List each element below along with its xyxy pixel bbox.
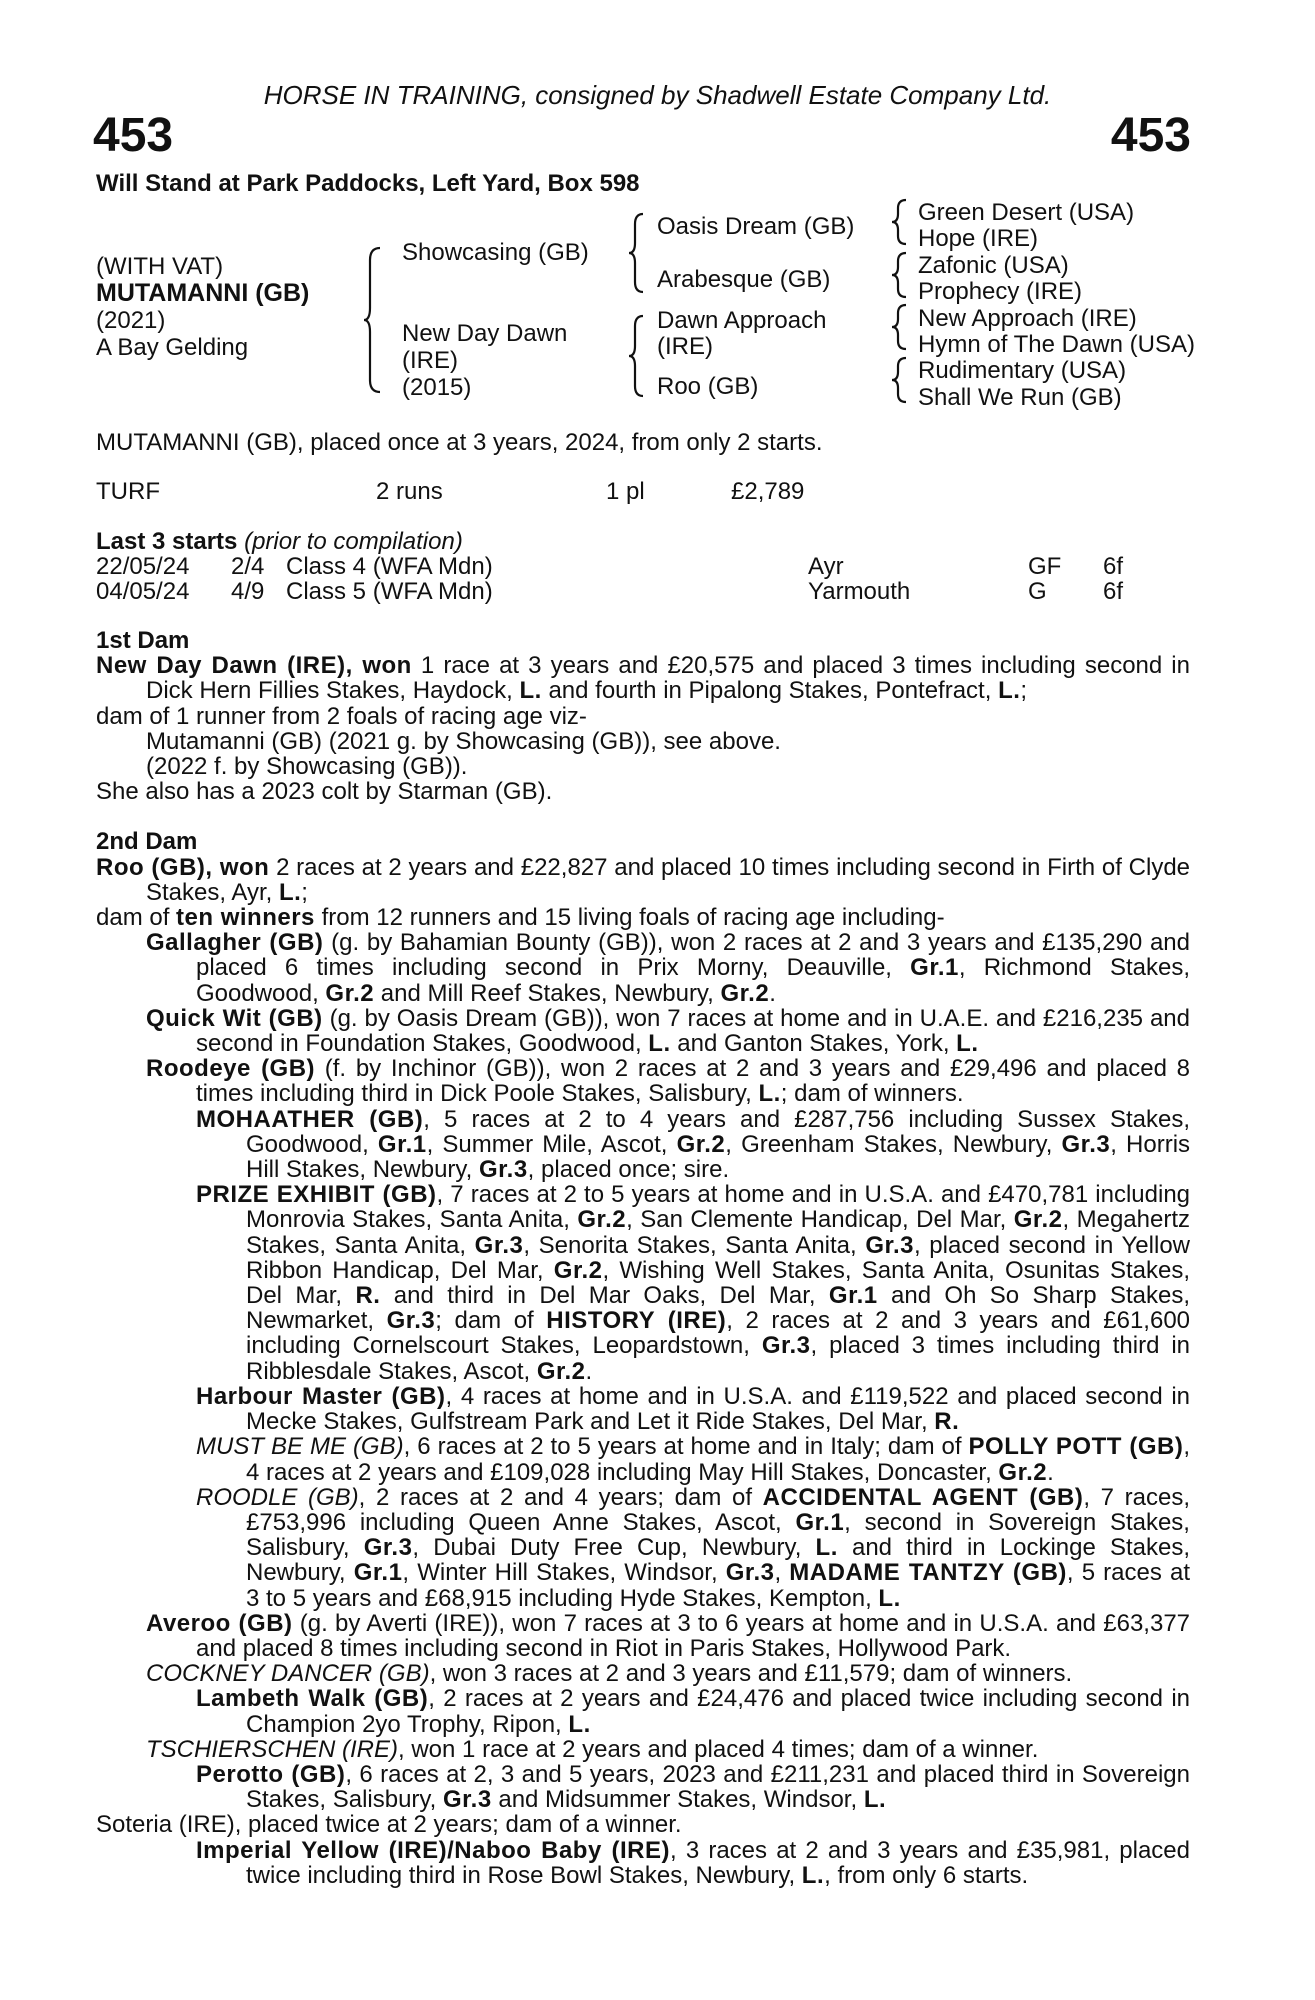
- pedigree-sire-dam: Arabesque (GB): [657, 266, 831, 293]
- produce-entry: Averoo (GB) (g. by Averti (IRE)), won 7 races at 3 to 6 years at home and in U.S.A. and £63,377 and placed 8 times including second in Riot in Paris Stakes, Hollywood Park.: [146, 1609, 1191, 1662]
- pedigree-sdd: Prophecy (IRE): [918, 278, 1083, 305]
- second-dam-heading: 2nd Dam: [96, 828, 198, 856]
- last-starts-note: (prior to compilation): [244, 528, 463, 555]
- produce-entry: Soteria (IRE), placed twice at 2 years; dam of a winner.: [96, 1811, 682, 1839]
- produce-entry: COCKNEY DANCER (GB), won 3 races at 2 and 3 years and £11,579; dam of winners.: [146, 1660, 1073, 1688]
- start-race: Class 4 (WFA Mdn): [286, 553, 493, 580]
- produce-entry: Gallagher (GB) (g. by Bahamian Bounty (GB)), won 2 races at 2 and 3 years and £135,290 and placed 6 times including second in Prix Morny, Deauville, Gr.1, Richmond Stakes, Goodwood, Gr.2 and Mill Reef Stakes, Newbury, Gr.2.: [146, 929, 1190, 1007]
- pedigree-ssd: Hope (IRE): [918, 225, 1039, 252]
- produce-entry: ROODLE (GB), 2 races at 2 and 4 years; dam of ACCIDENTAL AGENT (GB), 7 races, £753,996 including Queen Anne Stakes, Ascot, Gr.1, second in Sovereign Stakes, Salisbury, Gr.3, Dubai Duty Free Cup, Newbury, L. and third in Lockinge Stakes, Newbury, Gr.1, Winter Hill Stakes, Windsor, Gr.3, MADAME TANTZY (GB), 5 races at 3 to 5 years and £68,915 including Hyde Stakes, Kempton, L.: [196, 1483, 1191, 1612]
- start-position: 4/9: [231, 578, 265, 605]
- first-dam-name: New Day Dawn (IRE): [96, 652, 346, 680]
- pedigree-dds: Rudimentary (USA): [918, 357, 1127, 384]
- start-date: 04/05/24: [96, 578, 190, 605]
- first-dam-paragraph: New Day Dawn (IRE), won 1 race at 3 years and £20,575 and placed 3 times including second in Dick Hern Fillies Stakes, Haydock, L. and fourth in Pipalong Stakes, Pontefract, L.;: [96, 652, 1190, 705]
- start-course: Ayr: [808, 553, 844, 580]
- horse-description: A Bay Gelding: [96, 334, 249, 361]
- produce-entry: Lambeth Walk (GB), 2 races at 2 years and £24,476 and placed twice including second in Champion 2yo Trophy, Ripon, L.: [196, 1685, 1191, 1738]
- start-going: G: [1028, 578, 1047, 605]
- produce-entry: Imperial Yellow (IRE)/Naboo Baby (IRE), 3 races at 2 and 3 years and £35,981, placed twice including third in Rose Bowl Stakes, Newbury, L., from only 6 starts.: [196, 1836, 1190, 1889]
- second-dam-name: Roo (GB): [96, 853, 206, 881]
- pedigree-brace-main: [364, 246, 384, 394]
- pedigree-dss: New Approach (IRE): [918, 305, 1137, 332]
- last-starts-title: Last 3 starts: [96, 528, 238, 555]
- produce-entry: Harbour Master (GB), 4 races at home and in U.S.A. and £119,522 and placed second in Mecke Stakes, Gulfstream Park and Let it Ride Stakes, Del Mar, R.: [196, 1382, 1190, 1436]
- start-distance: 6f: [1103, 578, 1124, 605]
- last-starts-heading: [96, 528, 463, 556]
- produce-entry: MOHAATHER (GB), 5 races at 2 to 4 years and £287,756 including Sussex Stakes, Goodwood, Gr.1, Summer Mile, Ascot, Gr.2, Greenham Stakes, Newbury, Gr.3, Horris Hill Stakes, Newbury, Gr.3, placed once; sire.: [196, 1105, 1191, 1184]
- pedigree-brace-gs2: [892, 251, 910, 299]
- pedigree-brace-sire: [629, 212, 647, 294]
- pedigree-ddd: Shall We Run (GB): [918, 384, 1122, 411]
- foal-entry: Mutamanni (GB) (2021 g. by Showcasing (GB)), see above.: [146, 727, 781, 755]
- box-location: Will Stand at Park Paddocks, Left Yard, Box 598: [96, 170, 640, 197]
- vat-label: (WITH VAT): [96, 253, 224, 280]
- produce-entry: PRIZE EXHIBIT (GB), 7 races at 2 to 5 years at home and in U.S.A. and £470,781 including Monrovia Stakes, Santa Anita, Gr.2, San Clemente Handicap, Del Mar, Gr.2, Megahertz Stakes, Santa Anita, Gr.3, Senorita Stakes, Santa Anita, Gr.3, placed second in Yellow Ribbon Handicap, Del Mar, Gr.2, Wishing Well Stakes, Santa Anita, Osunitas Stakes, Del Mar, R. and third in Del Mar Oaks, Del Mar, Gr.1 and Oh So Sharp Stakes, Newmarket, Gr.3; dam of HISTORY (IRE), 2 races at 2 and 3 years and £61,600 including Cornelscourt Stakes, Leopardstown, Gr.3, placed 3 times including third in Ribblesdale Stakes, Ascot, Gr.2.: [196, 1181, 1191, 1385]
- produce-entry: MUST BE ME (GB), 6 races at 2 to 5 years at home and in Italy; dam of POLLY POTT (GB), 4 races at 2 years and £109,028 including May Hill Stakes, Doncaster, Gr.2.: [196, 1433, 1191, 1486]
- racing-summary: MUTAMANNI (GB), placed once at 3 years, 2024, from only 2 starts.: [96, 429, 823, 456]
- produce-entry: TSCHIERSCHEN (IRE), won 1 race at 2 years and placed 4 times; dam of a winner.: [146, 1735, 1039, 1763]
- pedigree-brace-gs4: [892, 356, 910, 404]
- start-row: [0, 578, 1315, 604]
- pedigree-sss: Green Desert (USA): [918, 199, 1135, 226]
- first-dam-produce: dam of 1 runner from 2 foals of racing age viz-: [96, 702, 587, 730]
- pedigree-dam-sire-line2: (IRE): [657, 333, 713, 360]
- horse-info: [96, 253, 309, 361]
- produce-entry: Quick Wit (GB) (g. by Oasis Dream (GB)), won 7 races at home and in U.A.E. and £216,235 and second in Foundation Stakes, Goodwood, L. and Ganton Stakes, York, L.: [146, 1004, 1190, 1058]
- record-placed: 1 pl: [606, 478, 645, 505]
- start-distance: 6f: [1103, 553, 1124, 580]
- start-race: Class 5 (WFA Mdn): [286, 578, 493, 605]
- record-earnings: £2,789: [731, 478, 805, 505]
- lot-number-left: 453: [93, 109, 174, 162]
- record-runs: 2 runs: [376, 478, 443, 505]
- pedigree-brace-dam: [629, 314, 647, 398]
- horse-name: MUTAMANNI (GB): [96, 279, 310, 307]
- foal-entry: (2022 f. by Showcasing (GB)).: [146, 753, 468, 781]
- pedigree-dsd: Hymn of The Dawn (USA): [918, 331, 1195, 358]
- start-course: Yarmouth: [808, 578, 911, 605]
- record-surface: TURF: [96, 478, 160, 505]
- produce-record: [96, 628, 1190, 1888]
- pedigree-dam-line2: (IRE): [402, 347, 458, 374]
- second-dam-paragraph: Roo (GB), won 2 races at 2 years and £22,827 and placed 10 times including second in Firth of Clyde Stakes, Ayr, L.;: [96, 853, 1191, 906]
- pedigree-sire-sire: Oasis Dream (GB): [657, 213, 855, 240]
- pedigree-dam-line3: (2015): [402, 374, 472, 401]
- pedigree-dam-line1: New Day Dawn: [402, 320, 568, 347]
- start-row: [0, 553, 1315, 579]
- pedigree-sds: Zafonic (USA): [918, 252, 1069, 279]
- pedigree-dam-dam: Roo (GB): [657, 373, 759, 400]
- pedigree-sire: Showcasing (GB): [402, 239, 589, 266]
- start-position: 2/4: [231, 553, 265, 580]
- first-dam-also: She also has a 2023 colt by Starman (GB).: [96, 778, 553, 806]
- produce-entry: Perotto (GB), 6 races at 2, 3 and 5 years, 2023 and £211,231 and placed third in Sovereign Stakes, Salisbury, Gr.3 and Midsummer Stakes, Windsor, L.: [196, 1760, 1190, 1814]
- produce-entry: Roodeye (GB) (f. by Inchinor (GB)), won 2 races at 2 and 3 years and £29,496 and placed 8 times including third in Dick Poole Stakes, Salisbury, L.; dam of winners.: [146, 1055, 1190, 1108]
- start-date: 22/05/24: [96, 553, 190, 580]
- pedigree-brace-gs1: [892, 198, 910, 246]
- lot-number-right: 453: [1110, 109, 1191, 162]
- pedigree-dam-sire-line1: Dawn Approach: [657, 307, 827, 334]
- second-dam-produce: dam of ten winners from 12 runners and 15 living foals of racing age including-: [96, 904, 945, 932]
- start-going: GF: [1028, 553, 1062, 580]
- foaling-year: (2021): [96, 307, 166, 334]
- pedigree-brace-gs3: [892, 303, 910, 351]
- first-dam-heading: 1st Dam: [96, 627, 190, 654]
- consignor-header: HORSE IN TRAINING, consigned by Shadwell Estate Company Ltd.: [263, 80, 1052, 110]
